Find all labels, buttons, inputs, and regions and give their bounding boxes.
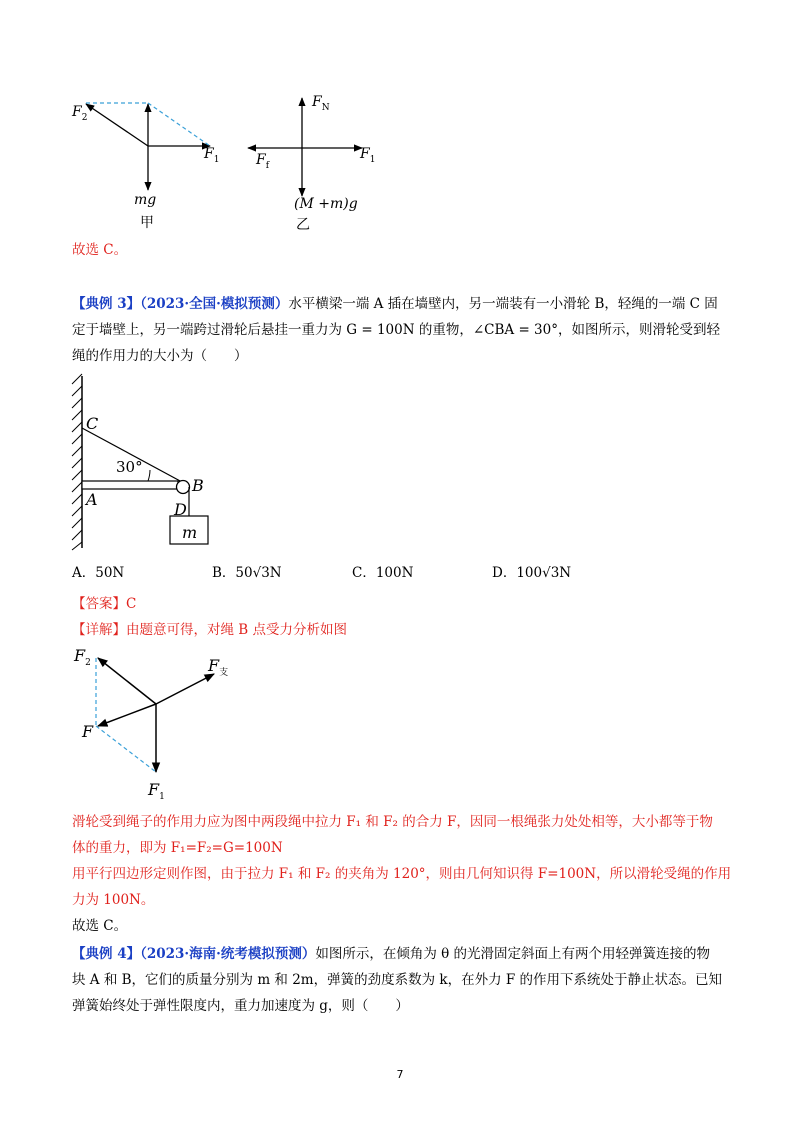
f2-vector [86, 104, 148, 146]
example3-line1: 【典例 3】（2023·全国·模拟预测）水平横梁一端 A 插在墙壁内，另一端装有一小滑轮 B，轻绳的一端 C 固 [72, 296, 718, 312]
example4-line1: 【典例 4】（2023·海南·统考模拟预测）如图所示，在倾角为 θ 的光滑固定斜面上有两个用轻弹簧连接的物 [72, 946, 711, 962]
conclusion-2: 故选 C。 [72, 918, 128, 934]
label-f2: $F_2$ [72, 104, 88, 123]
detail-para1-line2: 体的重力，即为 F₁=F₂=G=100N [72, 840, 283, 856]
detail-para2-line2: 力为 100N。 [72, 892, 155, 908]
label-a: A [86, 490, 98, 509]
label-f: F [82, 722, 94, 741]
label-mg: mg [134, 192, 157, 208]
label-mass: m [182, 523, 198, 542]
label-d: D [174, 500, 187, 519]
label-f1-detail: $F_1$ [148, 780, 165, 803]
label-weight: (M +m)g [294, 196, 358, 212]
label-angle: 30° [116, 458, 143, 476]
label-f1: $F_1$ [204, 146, 220, 165]
detail-para2-line1: 用平行四边形定则作图，由于拉力 F₁ 和 F₂ 的夹角为 120°，则由几何知识得 F=100N，所以滑轮受绳的作用 [72, 866, 732, 882]
detail-para1-line1: 滑轮受到绳子的作用力应为图中两段绳中拉力 F₁ 和 F₂ 的合力 F，因同一根绳张力处处相等，大小都等于物 [72, 814, 713, 830]
label-ff: $F_f$ [256, 152, 270, 171]
label-fz: $F_支$ [208, 656, 229, 679]
label-f2-detail: $F_2$ [74, 646, 91, 669]
label-c: C [86, 414, 99, 433]
example3-line2: 定于墙壁上，另一端跨过滑轮后悬挂一重力为 G = 100N 的重物，∠CBA = 30°，如图所示，则滑轮受到轻 [72, 322, 720, 338]
detail-intro: 【详解】由题意可得，对绳 B 点受力分析如图 [72, 622, 348, 638]
caption-jia: 甲 [140, 215, 154, 231]
label-fn: $F_N$ [312, 94, 330, 113]
answer: 【答案】C [72, 596, 137, 612]
example4-line3: 弹簧始终处于弹性限度内，重力加速度为 g，则（ ） [72, 998, 409, 1014]
label-b: B [192, 476, 204, 495]
option-c: C．100N [352, 565, 414, 581]
label-f1-right: $F_1$ [360, 146, 376, 165]
caption-yi: 乙 [296, 217, 310, 233]
dash-diag [148, 103, 210, 146]
option-b: B．50√3N [212, 565, 282, 581]
option-a: A．50N [72, 565, 125, 581]
conclusion-1: 故选 C。 [72, 242, 128, 258]
page-number: 7 [396, 1068, 404, 1081]
example3-line3: 绳的作用力的大小为（ ） [72, 348, 248, 364]
example4-line2: 块 A 和 B，它们的质量分别为 m 和 2m，弹簧的劲度系数为 k，在外力 F 的作用下系统处于静止状态。已知 [72, 972, 723, 988]
option-d: D．100√3N [492, 565, 572, 581]
